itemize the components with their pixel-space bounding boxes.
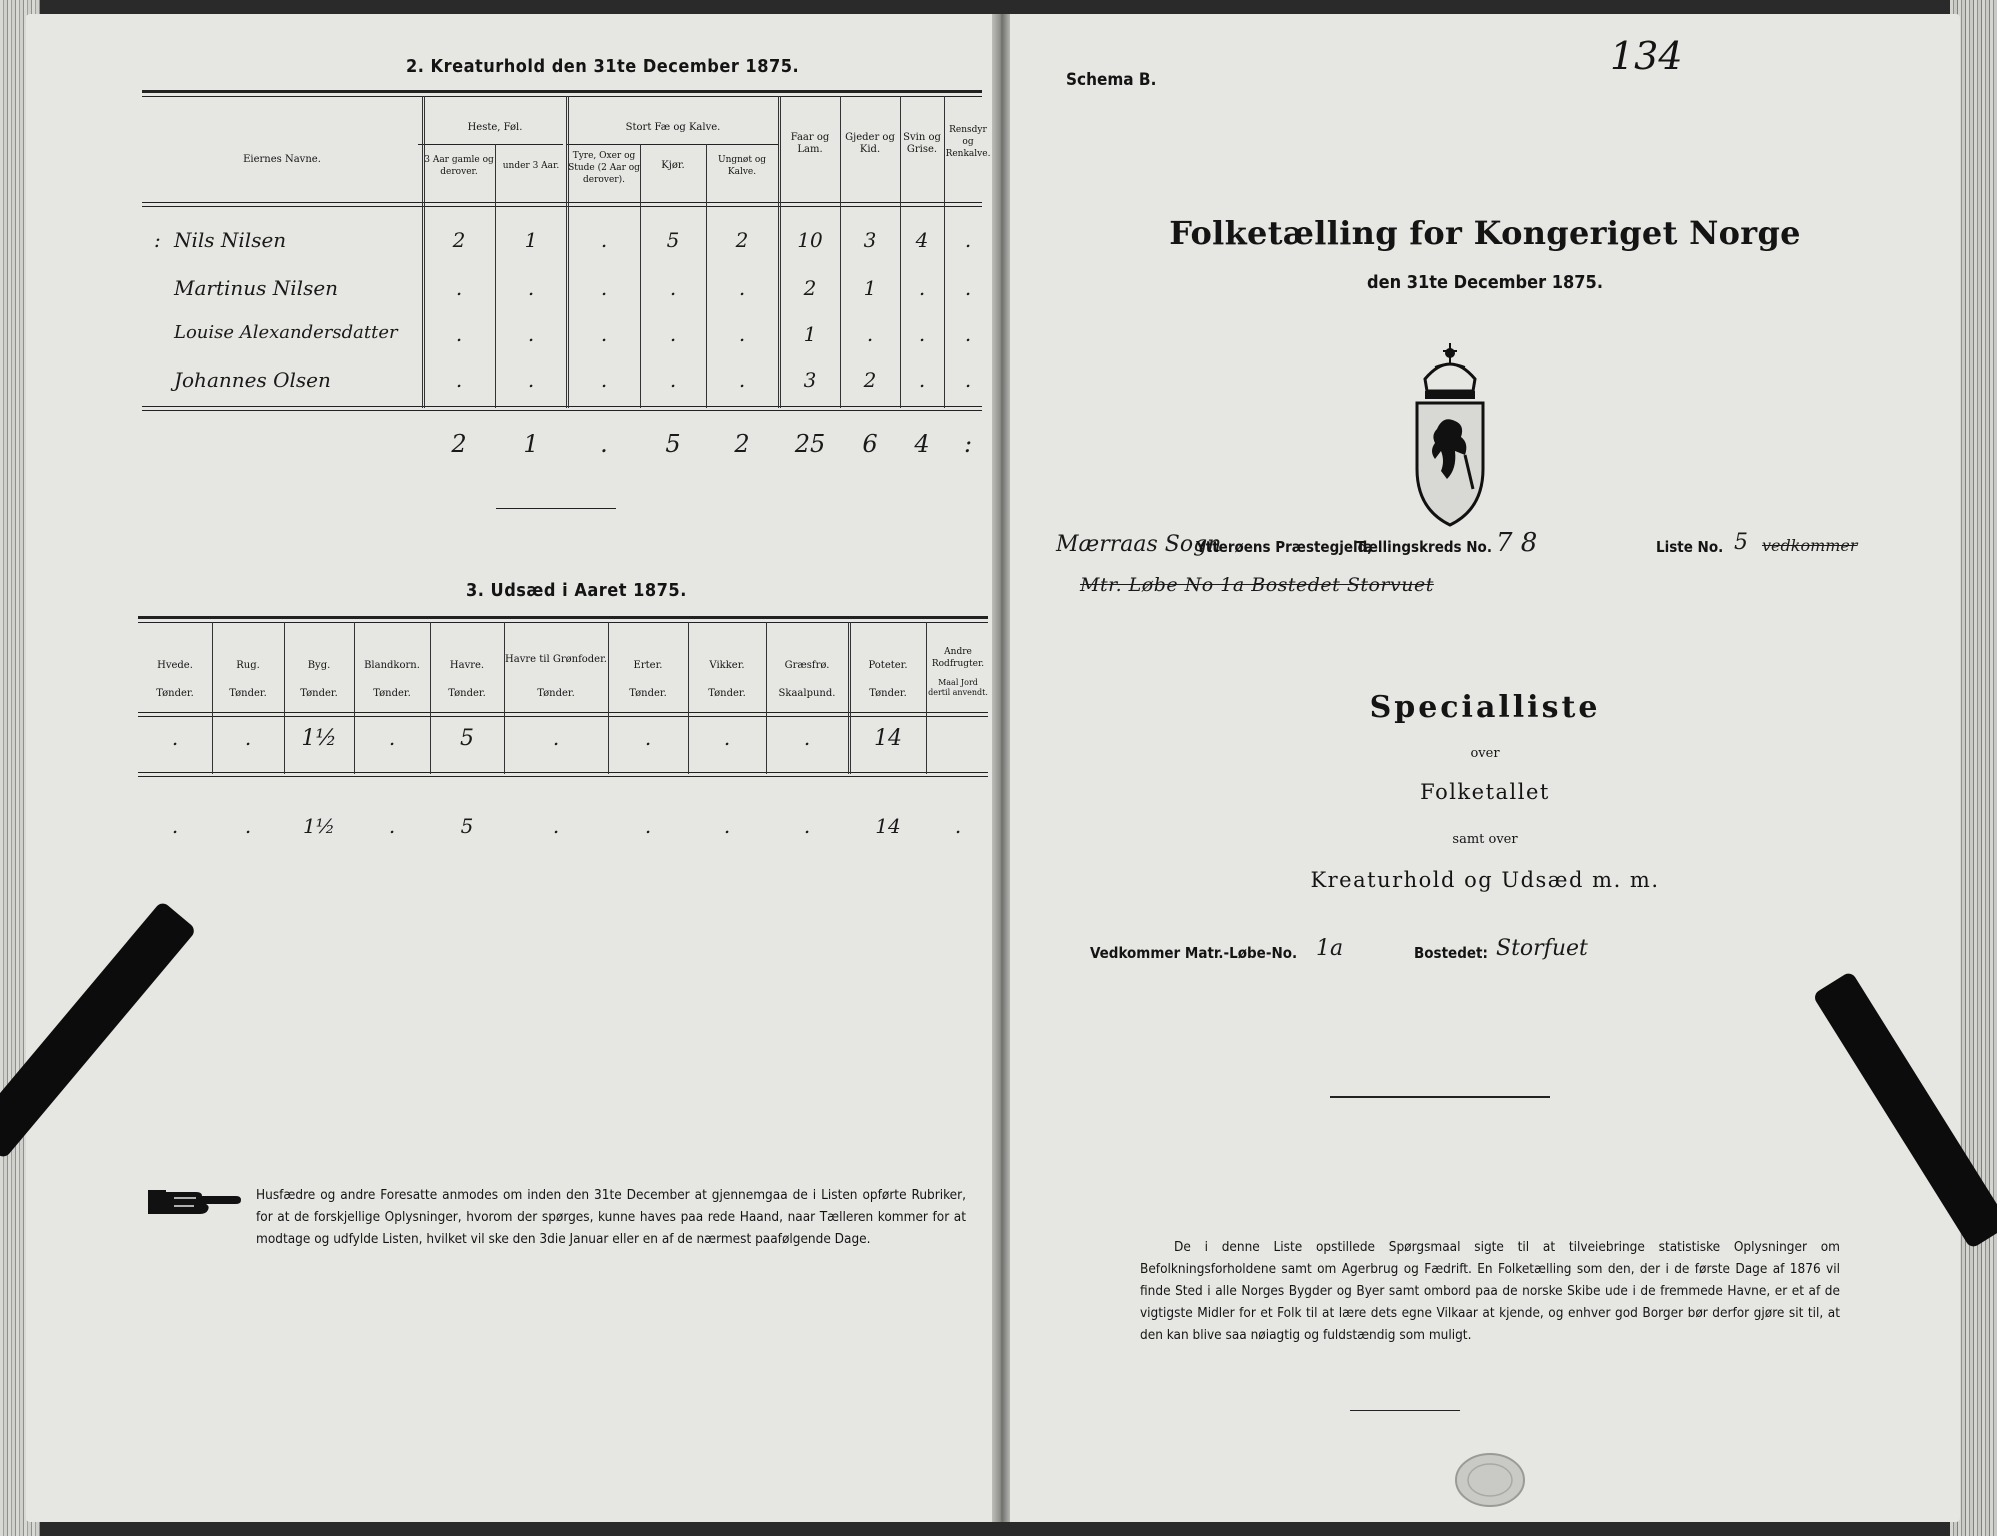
cell-pigs: . — [918, 322, 926, 346]
cell-reindeer: . — [964, 322, 972, 346]
right-page — [1010, 14, 1960, 1522]
total-young: 2 — [734, 430, 750, 458]
col-unit: Tønder. — [629, 688, 667, 699]
main-subtitle: den 31te December 1875. — [1367, 272, 1603, 293]
col-header: Blandkorn. — [364, 660, 420, 671]
cell-hvede: . — [171, 726, 179, 750]
cell-graesfroe: . — [803, 726, 811, 750]
kreds-label: Tællingskreds No. — [1356, 538, 1492, 556]
table2-header-rule — [142, 202, 982, 203]
total-andre-rodfrugter: . — [954, 814, 962, 838]
liste-handwritten: 5 — [1734, 530, 1748, 555]
cell-pigs: . — [918, 276, 926, 300]
cell-horse-3plus: . — [455, 276, 463, 300]
cell-bulls: . — [600, 276, 608, 300]
horse-group-header: Heste, Føl. — [467, 122, 523, 133]
owner-name: Nils Nilsen — [174, 228, 287, 252]
cell-vikker: . — [723, 726, 731, 750]
total-byg: 1½ — [302, 814, 336, 838]
cell-horse-3plus: . — [455, 322, 463, 346]
cell-goats: . — [866, 322, 874, 346]
col-header: Poteter. — [868, 660, 908, 671]
cell-sheep: 1 — [803, 322, 817, 346]
cell-goats: 2 — [863, 368, 877, 392]
cattle-group-header: Stort Fæ og Kalve. — [625, 122, 721, 133]
owner-name: Martinus Nilsen — [174, 276, 339, 300]
total-blandkorn: . — [388, 814, 396, 838]
table2-vline — [422, 96, 425, 408]
total-poteter: 14 — [875, 814, 901, 838]
cell-cows: . — [669, 322, 677, 346]
praestegjeld-label: Ytterøens Præstegjeld, — [1196, 538, 1373, 556]
col-header: Græsfrø. — [784, 660, 830, 671]
cell-poteter: 14 — [874, 726, 902, 751]
col-header: Havre. — [449, 660, 485, 671]
table2-bottom-rule — [142, 406, 982, 407]
cell-reindeer: . — [964, 228, 972, 252]
cell-goats: 3 — [863, 228, 877, 252]
cell-goats: 1 — [863, 276, 877, 300]
total-rug: . — [244, 814, 252, 838]
cell-horse-3plus: 2 — [452, 228, 466, 252]
main-title: Folketælling for Kongeriget Norge — [1169, 214, 1801, 252]
total-horse-3plus: 2 — [451, 430, 467, 458]
table3-header-rule-2 — [138, 716, 988, 717]
pointing-hand-icon — [146, 1184, 242, 1220]
section2-title: 2. Kreaturhold den 31te December 1875. — [406, 56, 800, 77]
cell-rug: . — [244, 726, 252, 750]
cell-horse-under3: 1 — [524, 228, 538, 252]
cell-sheep: 2 — [803, 276, 817, 300]
col-header: Byg. — [307, 660, 331, 671]
cell-erter: . — [644, 726, 652, 750]
book-gutter — [992, 14, 1010, 1522]
table3-bottom-rule — [138, 772, 988, 773]
cell-bulls: . — [600, 228, 608, 252]
table3-vline — [926, 622, 927, 774]
col-horse-under3-header: under 3 Aar. — [502, 161, 560, 171]
cell-sheep: 3 — [803, 368, 817, 392]
col-unit: Tønder. — [300, 688, 338, 699]
cell-horse-under3: . — [527, 276, 535, 300]
total-bulls: . — [600, 430, 608, 458]
coat-of-arms-icon — [1395, 339, 1505, 529]
section3-title: 3. Udsæd i Aaret 1875. — [466, 580, 687, 601]
kreds-handwritten: 7 8 — [1496, 528, 1538, 558]
table3-bottom-rule-2 — [138, 776, 988, 777]
cell-reindeer: . — [964, 276, 972, 300]
table2-top-rule-2 — [142, 96, 982, 97]
col-reindeer-header: Rensdyr og Renkalve. — [945, 125, 991, 159]
total-horse-under3: 1 — [523, 430, 539, 458]
col-unit: Tønder. — [869, 688, 907, 699]
struck-line-handwritten: Mtr. Løbe No 1a Bostedet Storvuet — [1080, 574, 1434, 596]
folketallet-label: Folketallet — [1420, 780, 1550, 804]
cell-young: . — [738, 322, 746, 346]
col-header: Havre til Grønfoder. — [505, 654, 607, 665]
cell-cows: 5 — [666, 228, 680, 252]
notice-text: Husfædre og andre Foresatte anmodes om inden den 31te December at gjennemgaa de i Listen opførte Rubriker, for at de forskjellige Oplysninger, hvorom der spørges, kunne haves paa rede Haand, naar Tælleren kommer for at modtage og udfylde Listen, hvilket vil ske den 3die Januar eller en af de nærmest paafølgende Dage. — [256, 1187, 966, 1247]
col-young-header: Ungnøt og Kalve. — [717, 155, 766, 177]
cell-havre: 5 — [460, 726, 474, 751]
col-header: Vikker. — [709, 660, 745, 671]
col-unit: Tønder. — [448, 688, 486, 699]
col-sheep-header: Faar og Lam. — [790, 132, 830, 155]
total-pigs: 4 — [914, 430, 930, 458]
col-pigs-header: Svin og Grise. — [903, 132, 941, 155]
total-vikker: . — [723, 814, 731, 838]
matr-label: Vedkommer Matr.-Løbe-No. — [1090, 944, 1298, 962]
owner-name: Johannes Olsen — [174, 368, 331, 392]
cell-horse-under3: . — [527, 368, 535, 392]
cell-young: . — [738, 276, 746, 300]
cell-bulls: . — [600, 322, 608, 346]
cattle-group-rule — [566, 144, 778, 145]
total-reindeer: : — [963, 430, 973, 458]
total-erter: . — [644, 814, 652, 838]
col-unit: Tønder. — [708, 688, 746, 699]
col-header: Erter. — [633, 660, 663, 671]
cell-byg: 1½ — [301, 726, 337, 751]
table3-header-rule — [138, 712, 988, 713]
table2-top-rule — [142, 90, 982, 93]
col-header: Hvede. — [157, 660, 193, 671]
cell-pigs: 4 — [915, 228, 929, 252]
cell-sheep: 10 — [797, 228, 823, 252]
total-havre: 5 — [460, 814, 474, 838]
separator-rule — [496, 508, 616, 509]
col-unit: Tønder. — [373, 688, 411, 699]
sogn-handwritten: Mærraas Sogn — [1056, 532, 1222, 557]
total-hvede: . — [171, 814, 179, 838]
cell-pigs: . — [918, 368, 926, 392]
cell-horse-under3: . — [527, 322, 535, 346]
cell-horse-3plus: . — [455, 368, 463, 392]
row-mark: : — [154, 228, 161, 252]
col-unit: Skaalpund. — [778, 688, 836, 699]
col-horse-3plus-header: 3 Aar gamle og derover. — [424, 155, 494, 177]
bosted-label: Bostedet: — [1414, 944, 1488, 962]
cell-young: 2 — [735, 228, 749, 252]
footer-text: De i denne Liste opstillede Spørgsmaal sigte til at tilveiebringe statistiske Oplysninger om Befolkningsforholdene samt om Agerbrug og Fædrift. En Folketælling som den, der i de første Dage af 1876 vil finde Sted i alle Norges Bygder og Byer samt ombord paa de norske Skibe ude i de fremmede Havne, er et af de vigtigste Midler for et Folk til at lære dets egne Vilkaar at kjende, og enhver god Borger bør derfor gjøre sit til, at den kan blive saa nøiagtig og fuldstændig som muligt. — [1140, 1239, 1840, 1343]
col-owner-header: Eiernes Navne. — [243, 154, 321, 165]
schema-label: Schema B. — [1066, 70, 1157, 90]
total-cows: 5 — [665, 430, 681, 458]
total-sheep: 25 — [794, 430, 826, 458]
cell-havre-groenfoder: . — [552, 726, 560, 750]
table2-header-rule-2 — [142, 206, 982, 207]
col-unit: Tønder. — [229, 688, 267, 699]
liste-label: Liste No. — [1656, 538, 1724, 556]
samt-over-label: samt over — [1452, 832, 1518, 847]
col-cows-header: Kjør. — [661, 160, 685, 171]
wax-seal-stamp — [1450, 1450, 1530, 1510]
cell-cows: . — [669, 368, 677, 392]
total-graesfroe: . — [803, 814, 811, 838]
table2-bottom-rule-2 — [142, 410, 982, 411]
kreaturhold-label: Kreaturhold og Udsæd m. m. — [1310, 868, 1660, 892]
owner-name: Louise Alexandersdatter — [174, 322, 398, 343]
col-bulls-header: Tyre, Oxer og Stude (2 Aar og derover). — [568, 151, 640, 185]
cell-reindeer: . — [964, 368, 972, 392]
page-number: 134 — [1610, 34, 1683, 78]
left-page — [26, 14, 992, 1522]
table2-vline — [566, 96, 569, 408]
total-goats: 6 — [862, 430, 878, 458]
col-unit: Maal Jord dertil anvendt. — [928, 678, 988, 697]
col-header: Rug. — [236, 660, 260, 671]
horse-group-rule — [418, 144, 563, 145]
col-unit: Tønder. — [156, 688, 194, 699]
table3-top-rule — [138, 616, 988, 619]
col-header: Andre Rodfrugter. — [931, 647, 985, 669]
total-havre-groenfoder: . — [552, 814, 560, 838]
col-goats-header: Gjeder og Kid. — [845, 132, 895, 155]
cell-cows: . — [669, 276, 677, 300]
cell-bulls: . — [600, 368, 608, 392]
special-title: Specialliste — [1369, 690, 1601, 725]
matr-handwritten: 1a — [1316, 936, 1344, 961]
table3-top-rule-2 — [138, 622, 988, 623]
over-label: over — [1470, 746, 1500, 761]
liste-extra-handwritten: vedkommer — [1762, 536, 1858, 555]
bosted-handwritten: Storfuet — [1496, 936, 1588, 961]
col-unit: Tønder. — [537, 688, 575, 699]
separator-rule — [1350, 1410, 1460, 1411]
cell-blandkorn: . — [388, 726, 396, 750]
cell-young: . — [738, 368, 746, 392]
separator-rule — [1330, 1096, 1550, 1098]
